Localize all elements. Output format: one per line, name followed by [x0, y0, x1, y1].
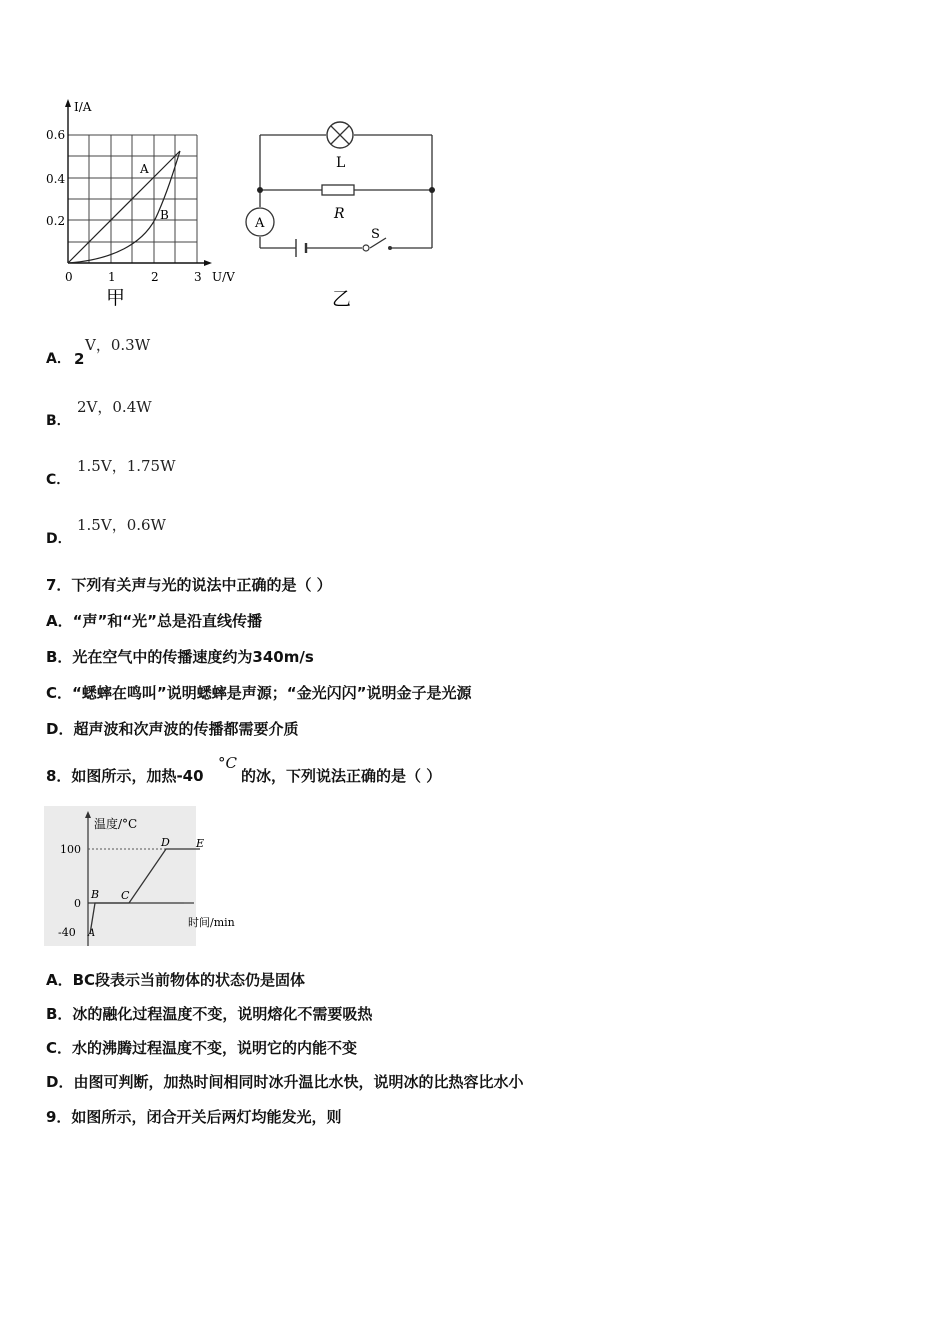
- point-label-d: D: [161, 836, 170, 849]
- point-label-b: B: [91, 888, 100, 901]
- battery-icon: [296, 239, 306, 257]
- q9-stem: 9．如图所示，闭合开关后两灯均能发光，则: [46, 1108, 342, 1126]
- y-axis-label: 温度/°C: [94, 817, 138, 831]
- x-axis-arrow-icon: [204, 260, 212, 266]
- y-axis-arrow-icon: [65, 99, 71, 107]
- lamp-icon: [327, 122, 353, 148]
- line-a: [68, 151, 180, 263]
- x-axis-label: 时间/min: [188, 916, 235, 929]
- q8-option-d[interactable]: D．由图可判断，加热时间相同时冰升温比水快，说明冰的比热容比水小: [46, 1073, 524, 1091]
- q8-option-c[interactable]: C．水的沸腾过程温度不变，说明它的内能不变: [46, 1039, 358, 1057]
- resistor-icon: [322, 185, 354, 195]
- q7-option-d[interactable]: D．超声波和次声波的传播都需要介质: [46, 720, 299, 738]
- q7-option-c[interactable]: C．“蟋蟀在鸣叫”说明蟋蟀是声源；“金光闪闪”说明金子是光源: [46, 684, 472, 702]
- q8-option-b[interactable]: B．冰的融化过程温度不变，说明熔化不需要吸热: [46, 1005, 373, 1023]
- q8-unit: °C: [218, 754, 237, 772]
- y-tick-100: 100: [60, 843, 81, 856]
- q7-option-b[interactable]: B．光在空气中的传播速度约为340m/s: [46, 648, 314, 666]
- option-value: 1.5V，1.75W: [77, 457, 176, 475]
- figure-caption-yi: 乙: [332, 288, 352, 310]
- y-tick-0-4: 0.4: [46, 172, 66, 186]
- curve-label-a: A: [140, 162, 149, 176]
- option-value: 1.5V，0.6W: [77, 516, 166, 534]
- q7-stem: 7．下列有关声与光的说法中正确的是（ ）: [46, 576, 332, 594]
- x-tick-3: 3: [194, 270, 202, 284]
- q7-option-a[interactable]: A．“声”和“光”总是沿直线传播: [46, 612, 263, 630]
- switch-label: S: [371, 227, 380, 242]
- option-prefix: 2: [74, 350, 85, 368]
- y-tick-0-6: 0.6: [46, 128, 66, 142]
- x-tick-1: 1: [108, 270, 116, 284]
- curve-label-b: B: [160, 208, 169, 222]
- point-label-e: E: [196, 837, 205, 850]
- option-letter: C．: [46, 472, 71, 488]
- y-tick-0-2: 0.2: [46, 214, 66, 228]
- y-tick-minus-40: -40: [58, 926, 76, 939]
- x-tick-2: 2: [151, 270, 159, 284]
- y-tick-0: 0: [74, 897, 81, 910]
- resistor-label: R: [334, 206, 345, 222]
- x-tick-0: 0: [65, 270, 73, 284]
- ammeter-label: A: [255, 216, 265, 231]
- y-axis-arrow-icon: [85, 811, 91, 818]
- temperature-time-graph: [44, 806, 254, 948]
- option-value: 2V，0.4W: [77, 398, 152, 416]
- x-axis-label: U/V: [212, 270, 235, 284]
- option-letter: A．: [46, 351, 71, 367]
- option-value: V，0.3W: [85, 336, 151, 354]
- switch-icon: [363, 245, 392, 251]
- point-label-c: C: [121, 889, 130, 902]
- junction-left: [257, 187, 263, 193]
- option-letter: D．: [46, 531, 72, 547]
- q8-stem-before: 8．如图所示，加热-40: [46, 767, 204, 785]
- iu-graph-figure: [40, 95, 250, 315]
- lamp-label: L: [336, 155, 346, 171]
- point-label-a: A: [88, 928, 96, 939]
- junction-right: [429, 187, 435, 193]
- option-letter: B．: [46, 413, 71, 429]
- circuit-figure: [240, 115, 450, 315]
- q8-stem-after: 的冰，下列说法正确的是（ ）: [241, 767, 442, 785]
- heating-curve: [90, 849, 200, 934]
- y-axis-label: I/A: [74, 100, 92, 114]
- figure-caption-jia: 甲: [106, 287, 126, 309]
- q8-option-a[interactable]: A．BC段表示当前物体的状态仍是固体: [46, 971, 306, 989]
